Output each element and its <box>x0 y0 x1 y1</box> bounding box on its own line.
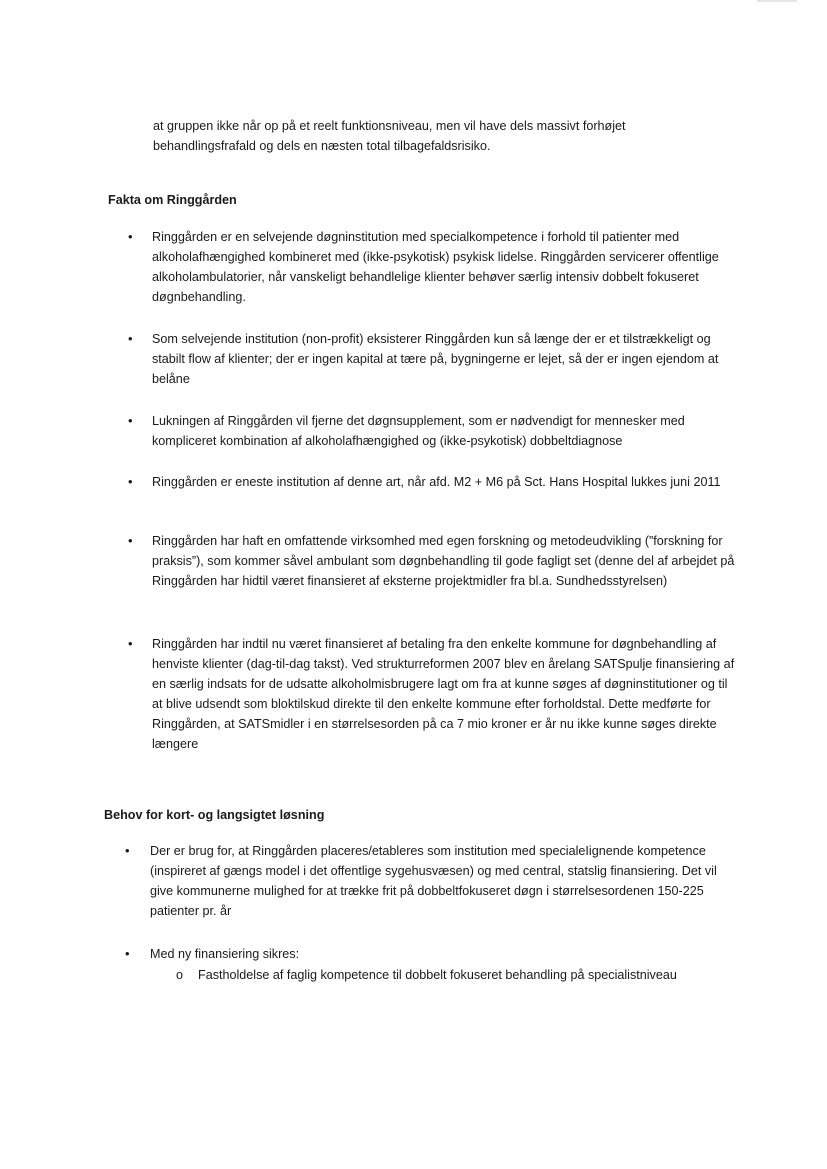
section-heading-fakta: Fakta om Ringgården <box>108 193 237 207</box>
list-item <box>128 227 738 307</box>
list-item <box>128 531 736 591</box>
list-item <box>128 634 736 754</box>
intro-paragraph: at gruppen ikke når op på et reelt funktionsniveau, men vil have dels massivt forhøjet behandlingsfrafald og dels en næsten total tilbagefaldsrisiko. <box>153 119 626 153</box>
list-item <box>125 944 725 964</box>
list-item <box>128 411 728 451</box>
list-item-text: Ringgården har indtil nu været finansieret af betaling fra den enkelte kommune for døgnbehandling af henviste klienter (dag-til-dag takst). Ved strukturreformen 2007 blev en årelang SATSpulje finansiering af en særlig indsats for de udsatte alkoholmisbrugere lagt om fra at kunne søges af døgninstitutioner og til at blive udsendt som bloktilskud direkte til den enkelte kommune efter forholdstal. Dette medførte for Ringgården, at SATSmidler i en størrelsesorden på ca 7 mio kroner er år nu ikke kunne søges direkte længere <box>152 637 735 751</box>
list-item-text: Ringgården er en selvejende døgninstitution med specialkompetence i forhold til patienter med alkoholafhængighed kombineret med (ikke-psykotisk) psykisk lidelse. Ringgården servicerer offentlige alkoholambulatorier, når vanskeligt behandlelige klienter behøver særlig intensiv dobbelt fokuseret døgnbehandling. <box>152 230 719 304</box>
list-item-text: Som selvejende institution (non-profit) eksisterer Ringgården kun så længe der er et tilstrækkeligt og stabilt flow af klienter; der er ingen kapital at tære på, bygningerne er lejet, så der er ingen ejendom at belåne <box>152 332 719 386</box>
list-item-text: Lukningen af Ringgården vil fjerne det døgnsupplement, som er nødvendigt for mennesker med kompliceret kombination af alkoholafhængighed og (ikke-psykotisk) dobbeltdiagnose <box>152 414 685 448</box>
list-item <box>125 841 725 921</box>
bullet-icon: • <box>125 843 130 858</box>
scan-edge-mark <box>757 0 797 2</box>
sub-list-item-text: Fastholdelse af faglig kompetence til dobbelt fokuseret behandling på specialistniveau <box>198 968 677 982</box>
circle-bullet-icon: o <box>176 968 184 982</box>
list-item <box>128 472 723 492</box>
bullet-icon: • <box>128 229 133 244</box>
bullet-icon: • <box>128 533 133 548</box>
bullet-icon: • <box>128 413 133 428</box>
sub-list-item <box>176 965 736 985</box>
list-item-text: Ringgården har haft en omfattende virksomhed med egen forskning og metodeudvikling (”forskning for praksis”), som kommer såvel ambulant som døgnbehandling til gode fagligt set (denne del af arbejdet på Ringgården har hidtil været finansieret af eksterne projektmidler fra bl.a. Sundhedsstyrelsen) <box>152 534 735 588</box>
bullet-icon: • <box>128 636 133 651</box>
bullet-icon: • <box>125 946 130 961</box>
list-item-text: Ringgården er eneste institution af denne art, når afd. M2 + M6 på Sct. Hans Hospital lukkes juni 2011 <box>152 475 721 489</box>
list-item-text: Der er brug for, at Ringgården placeres/etableres som institution med specialeIignende kompetence (inspireret af gængs model i det offentlige sygehusvæsen) og med central, statslig finansiering. Det vil give kommunerne mulighed for at trække frit på dobbeltfokuseret døgn i størrelsesordenen 150-225 patienter pr. år <box>150 844 717 918</box>
section-heading-behov: Behov for kort- og langsigtet løsning <box>104 808 325 822</box>
bullet-icon: • <box>128 474 133 489</box>
list-item-text: Med ny finansiering sikres: <box>150 947 300 961</box>
bullet-icon: • <box>128 331 133 346</box>
list-item <box>128 329 728 389</box>
